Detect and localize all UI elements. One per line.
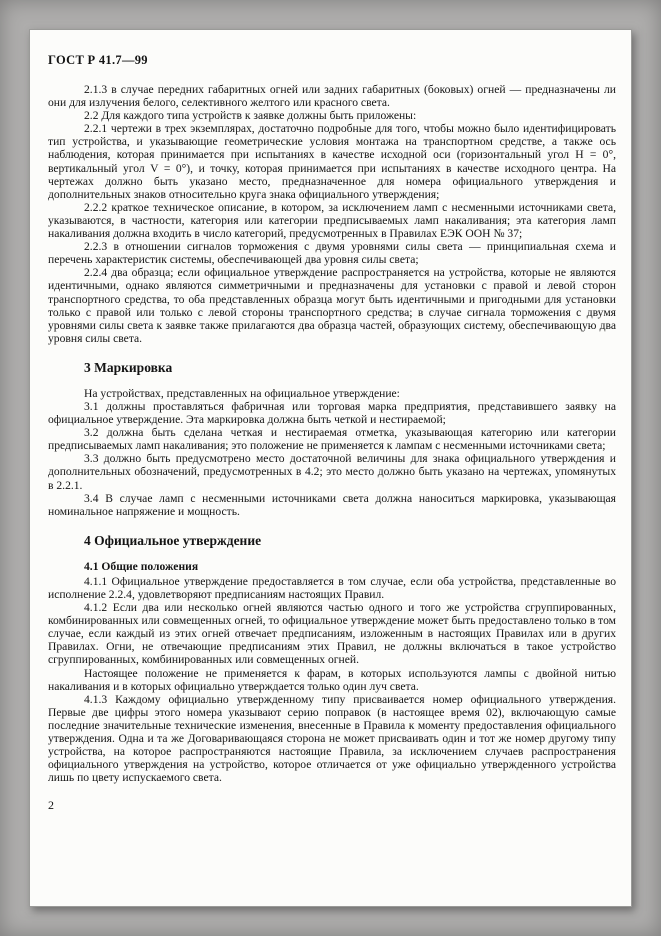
paragraph: 3.2 должна быть сделана четкая и нестираемая отметка, указывающая категорию или категории предписываемых ламп накаливания; это положение не применяется к лампам с несменными источниками света; xyxy=(48,426,616,453)
paragraph: 2.2.3 в отношении сигналов торможения с двумя уровнями силы света — принципиальная схема и перечень характеристик системы, обеспечивающей два уровня силы света; xyxy=(48,240,616,267)
paragraph: 2.2.2 краткое техническое описание, в котором, за исключением ламп с несменными источниками света, указываются, в частности, категория или категории предписываемых ламп накаливания; эта категория ламп накаливания должна входить в число категорий, предусмотренных в Правилах ЕЭК ООН № 37; xyxy=(48,200,616,241)
paragraph: На устройствах, представленных на официальное утверждение: xyxy=(84,386,400,400)
paragraph: 2.2 Для каждого типа устройств к заявке должны быть приложены: xyxy=(84,109,417,123)
paragraph: 3.4 В случае ламп с несменными источниками света должна наноситься маркировка, указывающая номинальное напряжение и мощность. xyxy=(48,491,616,518)
paragraph: 2.2.4 два образца; если официальное утверждение распространяется на устройства, которые не являются идентичными, однако являются симметричными и предназначены для установки с правой и левой сторон транспортного средства, то оба представленных образца могут быть идентичными и пригодными для установки только с правой или только с левой стороны транспортного средства; в случае сигнала торможения с двумя уровнями силы света к заявке также прилагаются два образца частей, образующих систему, обеспечивающую два уровня силы света. xyxy=(48,266,616,345)
paragraph: 2.1.3 в случае передних габаритных огней или задних габаритных (боковых) огней — предназначены ли они для излучения белого, селективного желтого или красного света. xyxy=(48,83,616,110)
standard-designation: ГОСТ Р 41.7—99 xyxy=(48,53,148,67)
section-heading: 3 Маркировка xyxy=(84,359,173,375)
document-content xyxy=(48,83,616,784)
section-heading: 4 Официальное утверждение xyxy=(84,532,262,548)
document-page xyxy=(29,29,632,907)
paragraph: 3.1 должны проставляться фабричная или торговая марка предприятия, представившего заявку на официальное утверждение. Эта маркировка должна быть четкой и нестираемой; xyxy=(48,399,616,427)
paragraph: 4.1.1 Официальное утверждение предоставляется в том случае, если оба устройства, представленные во исполнение 2.2.4, удовлетворяют предписаниям настоящих Правил. xyxy=(48,574,616,601)
paragraph: 4.1.2 Если два или несколько огней являются частью одного и того же устройства сгруппированных, комбинированных или совмещенных огней, то официальное утверждение может быть предоставлено только в том случае, если каждый из этих огней отвечает предписаниям, изложенным в настоящих Правилах или в других Правилах. Огни, не отвечающие предписаниям этих Правил, не должны включаться в такое устройство сгруппированных, комбинированных или совмещенных огней. xyxy=(48,601,616,667)
paragraph: Настоящее положение не применяется к фарам, в которых используются лампы с двойной нитью накаливания и в которых официально утверждается только один луч света. xyxy=(48,666,616,693)
paragraph: 2.2.1 чертежи в трех экземплярах, достаточно подробные для того, чтобы можно было идентифицировать тип устройства, и указывающие геометрические условия монтажа на транспортном средстве, а также ось наблюдения, которая принимается при испытаниях в качестве исходной оси (горизонтальный угол H = 0°, вертикальный угол V = 0°), и точку, которая принимается при испытаниях в качестве исходного центра. На чертежах должно быть указано место, предназначенное для номера официального утверждения и дополнительных знаков относительно круга знака официального утверждения; xyxy=(48,122,616,201)
sub-heading: 4.1 Общие положения xyxy=(84,559,199,573)
page-number: 2 xyxy=(48,798,54,813)
paragraph: 4.1.3 Каждому официально утвержденному типу присваивается номер официального утверждения. Первые две цифры этого номера указывают серию поправок (в настоящее время 02), включающую самые последние значительные технические изменения, внесенные в Правила к моменту предоставления официального утверждения. Одна и та же Договаривающаяся сторона не может присваивать один и тот же номер другому типу устройства, на которое распространяются настоящие Правила, за исключением случаев распространения официального утверждения на устройство, которое отличается от уже официально утвержденного устройства лишь по цвету испускаемого света. xyxy=(48,692,616,785)
paragraph: 3.3 должно быть предусмотрено место достаточной величины для знака официального утверждения и дополнительных обозначений, предусмотренных в 4.2; это место должно быть указано на чертежах, упомянутых в 2.2.1. xyxy=(48,452,616,492)
